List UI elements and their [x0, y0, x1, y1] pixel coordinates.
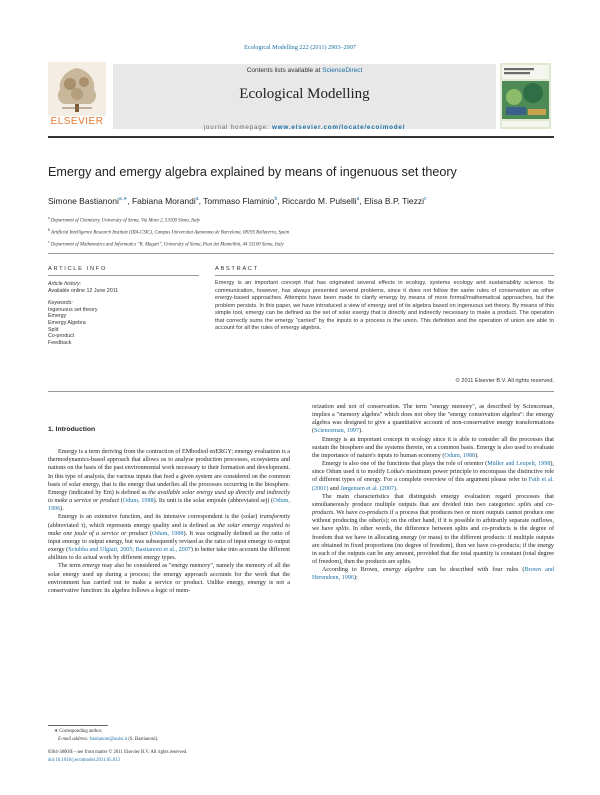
sciencedirect-link[interactable]: ScienceDirect: [322, 67, 363, 74]
affiliation: $^a$ Department of Chemistry, University of Siena, Via Moro 2, 53100 Siena, Italy: [48, 216, 200, 224]
keyword: Co-product: [48, 333, 75, 340]
citation-link[interactable]: Brown and Herendeen, 1996: [312, 567, 554, 582]
article-title: Emergy and emergy algebra explained by means of ingenuous set theory: [48, 165, 457, 179]
paragraph: Emergy is a term deriving from the contraction of EMbodied enERGY; emergy evaluation is a thermodynamics-based approach that allows us to analyse production processes, ecosystems and nations on the basis of the past environmental work necessary to their formation and development. In this type of analysis, the various inputs that feed a given system are considered on the common basis of solar energy, that is the energy that underlies all the processes occurring in the biosphere. Emergy (indicated by Em) is defined as the available solar energy used up directly and indirectly to make a service or product (Odum, 1988). Its unit is the solar emjoule (abbreviated sej) (Odum, 1996).: [48, 449, 290, 513]
author-affiliation-mark[interactable]: c: [423, 196, 427, 203]
article-info-heading: ARTICLE INFO: [48, 266, 108, 272]
citation-link[interactable]: Sciubba and Ulgiati, 2005; Bastianoni et al., 2007: [68, 547, 191, 554]
paragraph: According to Brown, emergy algebra can be described with four rules (Brown and Herendeen, 1996):: [312, 567, 554, 582]
corresponding-author-footnote: [48, 728, 288, 744]
body-right-column: [312, 403, 554, 582]
journal-title: Ecological Modelling: [239, 86, 370, 102]
history-value: Available online 12 June 2011: [48, 287, 119, 294]
email-link[interactable]: bastianoni@unisi.it: [89, 737, 128, 742]
citation-link[interactable]: Scienceman, 1997: [314, 428, 360, 435]
author-name[interactable]: Riccardo M. Pulselli: [281, 196, 357, 206]
homepage-label: journal homepage:: [203, 124, 273, 131]
contents-prefix: Contents lists available at: [246, 67, 323, 74]
paragraph: Emergy is an extensive function, and its intensive correspondent is the (solar) transformity (abbreviated τ), which represents energy quality and is defined as the solar emergy required to make one joule of a service or product (Odum, 1988). It was originally defined as the ratio of input emergy to output energy, but was subsequently revised as the ratio of input emergy to output exergy (Sciubba and Ulgiati, 2005; Bastianoni et al., 2007) to better take into account the different abilities to do actual work by different energy types.: [48, 514, 290, 562]
header-rule: [48, 136, 554, 138]
keyword: Emergy: [48, 313, 67, 320]
author-name[interactable]: Simone Bastianoni: [48, 196, 119, 206]
elsevier-logo: [48, 62, 106, 128]
keyword-list: [48, 307, 198, 347]
author-affiliation-mark[interactable]: a: [356, 196, 360, 203]
doi-link[interactable]: 10.1016/j.ecolmodel.2011.05.013: [55, 758, 120, 763]
affiliations: [48, 214, 568, 250]
article-info-rule: [48, 275, 199, 276]
abstract-heading: ABSTRACT: [215, 266, 259, 272]
keyword: Emergy Algebra: [48, 319, 86, 326]
title-rule: [48, 253, 554, 254]
paragraph: Emergy is also one of the functions that plays the role of orientor (Müller and Leupelt, 1998), since Odum used it to modify Lotka's maximum power principle to encompass the distinctive role of different types of energy. For a complete overview of this argument please refer to Fath et al. (2001) and Jørgensen et al. (2007).: [312, 461, 555, 492]
contents-line: [113, 67, 496, 74]
copyright: © 2011 Elsevier B.V. All rights reserved.: [455, 378, 554, 384]
citation-link[interactable]: Odum, 1988: [444, 452, 476, 459]
paragraph: The main characteristics that distinguish emergy evaluation regard processes that simultaneously produce multiple outputs that are divided into two categories: splits and co-products. We have co-products if a process that produces two or more outputs cannot produce one without producing the other(s); on the other hand, if it is possible to arbitrarily separate outflows, we have splits. In other words, the difference between splits and co-products is the degree of freedom that we have in allocating energy (or mass) to the different products: if multiple outputs are obtained in fixed proportions (no degree of freedom), then we have co-products; if the energy in each of the outputs can be any amount, provided that the total quantity is constant (total degree of freedom), then the products are splits.: [312, 493, 554, 565]
citation-link[interactable]: Odum, 1988: [152, 530, 184, 537]
author-affiliation-mark[interactable]: b: [274, 196, 278, 203]
author-name[interactable]: Fabiana Morandi: [131, 196, 196, 206]
email-owner: (S. Bastianoni).: [127, 737, 159, 742]
paragraph: Emergy is an important concept in ecology since it is able to consider all the processes that sustain the biosphere and the systems therein, on a common basis. Emergy is also used to evaluate the importance of nature's inputs to human economy (Odum, 1988).: [312, 436, 554, 459]
email-label: E-mail address:: [58, 737, 90, 742]
keyword: Feedback: [48, 339, 72, 346]
paragraph: orization and not of conservation. The term "energy memory", as described by Scienceman, implies a "memory algebra" which does not obey the "energy conservation algebra": the emergy algebra was designed to give a quantitative account of non-conservative energy transformations (Scienceman, 1997).: [312, 404, 554, 435]
abstract-rule: [215, 275, 554, 276]
doi-label: doi:: [48, 758, 56, 763]
author-affiliation-mark[interactable]: a,∗: [118, 196, 128, 203]
journal-cover-image: [500, 63, 551, 129]
keyword: Split: [48, 326, 59, 333]
issn-doi: [48, 749, 348, 765]
journal-reference[interactable]: Ecological Modelling 222 (2011) 2903–2907: [244, 44, 356, 51]
keyword: Ingenuous set theory: [48, 306, 98, 313]
citation-link[interactable]: Odum, 1988: [122, 498, 154, 505]
paragraph: The term emergy may also be considered as "energy memory", namely the memory of all the solar energy used up during a process; the emergy approach accounts for the work that the environment has carried out to make a service or product. Unlike energy, emergy is not a conservative function: its algebra follows a logic of mem-: [48, 563, 290, 594]
abstract-bottom-rule: [48, 391, 554, 392]
citation-link[interactable]: Fath et al. (2001): [312, 477, 555, 492]
footnote-rule: [48, 725, 108, 726]
journal-cover-thumbnail: [500, 63, 551, 129]
citation-link[interactable]: Jørgensen et al. (2007): [340, 485, 397, 492]
journal-homepage: [113, 124, 496, 131]
author-affiliation-mark[interactable]: a: [195, 196, 199, 203]
abstract-text: Emergy is an important concept that has originated several effects in ecology, systems ecology and sustainability science. Its communication, however, has always presented several problems, since it does not follow the same rules of conservation as other energy-based approaches. Attempts have been made to clarify emergy by means of more formal/mathematical approaches, but the problem persists. In this paper, we have introduced a view of emergy and of its algebra based on ingenuous set theory. By means of this simple tool, emergy can be defined as the set of solar exergy that is directly and indirectly necessary to make a product. The operation that correctly sums the emergy "carried" by the inputs to a process is the union. This definition and the operation of union are able to account for all the rules of emergy algebra.: [215, 280, 554, 331]
homepage-link[interactable]: www.elsevier.com/locate/ecolmodel: [272, 124, 406, 131]
author-name[interactable]: Elisa B.P. Tiezzi: [364, 196, 424, 206]
elsevier-wordmark: ELSEVIER: [50, 116, 104, 127]
author-name[interactable]: Tommaso Flaminio: [203, 196, 275, 206]
corresponding-label: ∗ Corresponding author.: [54, 729, 103, 734]
author-list: Simone Bastianoni$^{a,∗}$, Fabiana Morandi$^a$, Tommaso Flaminio$^b$, Riccardo M. Pulselli$^a$, Elisa B.P. Tiezzi$^c$: [48, 196, 427, 206]
affiliation: $^c$ Department of Mathematics and Informatics "R. Magari", University of Siena, Pian dei Mantellini, 44 53100 Siena, Italy: [48, 240, 284, 248]
section-heading: 1. Introduction: [48, 426, 96, 433]
article-info: [48, 281, 198, 346]
affiliation: $^b$ Artificial Intelligence Research Institute (IIIA-CSIC), Campus Universitat Autonoma de Barcelona, 08193 Bellaterra, Spain: [48, 228, 290, 236]
front-matter-line: 0304-3800/$ – see front matter © 2011 Elsevier B.V. All rights reserved.: [48, 750, 188, 755]
keywords-label: Keywords:: [48, 300, 73, 307]
history-label: Article history:: [48, 281, 82, 287]
citation-link[interactable]: Odum, 1996: [48, 498, 290, 513]
body-left-column: [48, 426, 290, 595]
citation-link[interactable]: Müller and Leupelt, 1998: [487, 461, 551, 468]
